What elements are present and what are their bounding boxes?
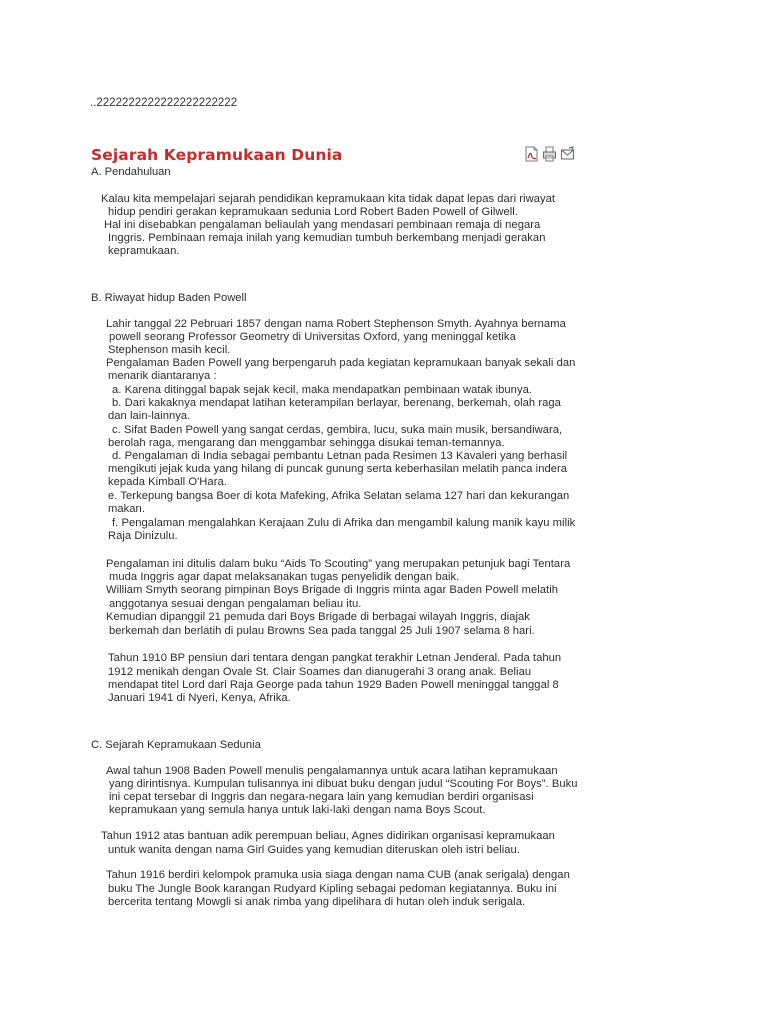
text-line: dan lain-lainnya. — [108, 410, 191, 422]
text-line: Kemudian dipanggil 21 pemuda dari Boys Brigade di berbagai wilayah Inggris, diajak — [106, 611, 530, 623]
text-line: William Smyth seorang pimpinan Boys Brigade di Inggris minta agar Baden Powell melatih — [106, 584, 559, 596]
pdf-icon[interactable] — [524, 146, 539, 162]
text-line: untuk wanita dengan nama Girl Guides yang kemudian diteruskan oleh istri beliau. — [108, 844, 520, 856]
text-line: c. Sifat Baden Powell yang sangat cerdas, gembira, lucu, suka main musik, bersandiwara, — [112, 424, 563, 436]
text-line: menarik diantaranya : — [108, 370, 217, 382]
text-line: kepramukaan. — [108, 245, 180, 257]
text-line: kepramukaan yang semula hanya untuk laki-laki dengan nama Boys Scout. — [109, 804, 486, 816]
text-line: ini cepat tersebar di Inggris dan negara-negara lain yang kemudian berdiri organisasi — [109, 791, 534, 803]
section-c-heading: C. Sejarah Kepramukaan Sedunia — [91, 739, 261, 751]
text-line: f. Pengalaman mengalahkan Kerajaan Zulu di Afrika dan mengambil kalung manik kayu milik — [112, 517, 576, 529]
text-line: Pengalaman ini ditulis dalam buku “Aids To Scouting” yang merupakan petunjuk bagi Tentara — [106, 558, 571, 570]
text-line: Stephenson masih kecil. — [108, 344, 231, 356]
text-line: powell seorang Professor Geometry di Universitas Oxford, yang meninggal ketika — [109, 331, 516, 343]
text-line: Awal tahun 1908 Baden Powell menulis pengalamannya untuk acara latihan kepramukaan — [106, 765, 558, 777]
text-line: Tahun 1912 atas bantuan adik perempuan beliau, Agnes didirikan organisasi kepramukaan — [101, 830, 555, 842]
text-line: Kalau kita mempelajari sejarah pendidikan kepramukaan kita tidak dapat lepas dari riwayat — [101, 193, 556, 205]
text-line: d. Pengalaman di India sebagai pembantu Letnan pada Resimen 13 Kavaleri yang berhasil — [112, 450, 568, 462]
page-title: Sejarah Kepramukaan Dunia — [91, 146, 343, 164]
text-line: Lahir tanggal 22 Pebruari 1857 dengan nama Robert Stephenson Smyth. Ayahnya bernama — [106, 318, 566, 330]
section-a-heading: A. Pendahuluan — [91, 166, 171, 178]
text-line: yang dirintisnya. Kumpulan tulisannya ini dibuat buku dengan judul “Scouting For Boys”. Buku — [109, 778, 578, 790]
text-line: buku The Jungle Book karangan Rudyard Kipling sebagai pedoman kegiatannya. Buku ini — [108, 883, 557, 895]
action-icons — [524, 146, 575, 162]
text-line: muda Inggris agar dapat melaksanakan tugas penyelidik dengan baik. — [109, 571, 460, 583]
text-line: anggotanya sesuai dengan pengalaman beliau itu. — [109, 598, 362, 610]
text-line: makan. — [108, 503, 145, 515]
text-line: kepada Kimball O'Hara. — [108, 476, 227, 488]
text-line: Januari 1941 di Nyeri, Kenya, Afrika. — [108, 692, 291, 704]
text-line: Pengalaman Baden Powell yang berpengaruh pada kegiatan kepramukaan banyak sekali dan — [106, 357, 576, 369]
text-line: b. Dari kakaknya mendapat latihan keterampilan berlayar, berenang, berkemah, olah raga — [112, 397, 561, 409]
text-line: Hal ini disebabkan pengalaman beliaulah yang mendasari pembinaan remaja di negara — [104, 219, 541, 231]
email-icon[interactable] — [560, 146, 575, 162]
text-line: berkemah dan berlatih di pulau Browns Sea pada tanggal 25 Juli 1907 selama 8 hari. — [109, 625, 535, 637]
text-line: mengikuti jejak kuda yang hilang di puncak gunung serta keberhasilan melatih panca indera — [108, 463, 568, 475]
text-line: Tahun 1910 BP pensiun dari tentara dengan pangkat terakhir Letnan Jenderal. Pada tahun — [108, 652, 562, 664]
text-line: hidup pendiri gerakan kepramukaan sedunia Lord Robert Baden Powell of Gilwell. — [108, 206, 519, 218]
print-icon[interactable] — [542, 146, 557, 162]
text-line: bercerita tentang Mowgli si anak rimba yang dipelihara di hutan oleh induk serigala. — [108, 896, 526, 908]
section-b-heading: B. Riwayat hidup Baden Powell — [91, 292, 247, 304]
text-line: Raja Dinizulu. — [108, 530, 178, 542]
text-line: mendapat titel Lord dari Raja George pada tahun 1929 Baden Powell meninggal tanggal 8 — [108, 679, 559, 691]
text-line: a. Karena ditinggal bapak sejak kecil, maka mendapatkan pembinaan watak ibunya. — [112, 384, 533, 396]
text-line: berolah raga, mengarang dan menggambar sehingga disukai teman-temannya. — [108, 437, 505, 449]
text-line: Tahun 1916 berdiri kelompok pramuka usia siaga dengan nama CUB (anak serigala) dengan — [106, 869, 570, 881]
text-line: Inggris. Pembinaan remaja inilah yang kemudian tumbuh berkembang menjadi gerakan — [108, 232, 546, 244]
text-line: 1912 menikah dengan Ovale St. Clair Soames dan dianugerahi 3 orang anak. Beliau — [108, 666, 532, 678]
text-line: e. Terkepung bangsa Boer di kota Mafeking, Afrika Selatan selama 127 hari dan kekurangan — [108, 490, 570, 502]
top-marker-text: ..2222222222222222222222 — [90, 97, 238, 109]
